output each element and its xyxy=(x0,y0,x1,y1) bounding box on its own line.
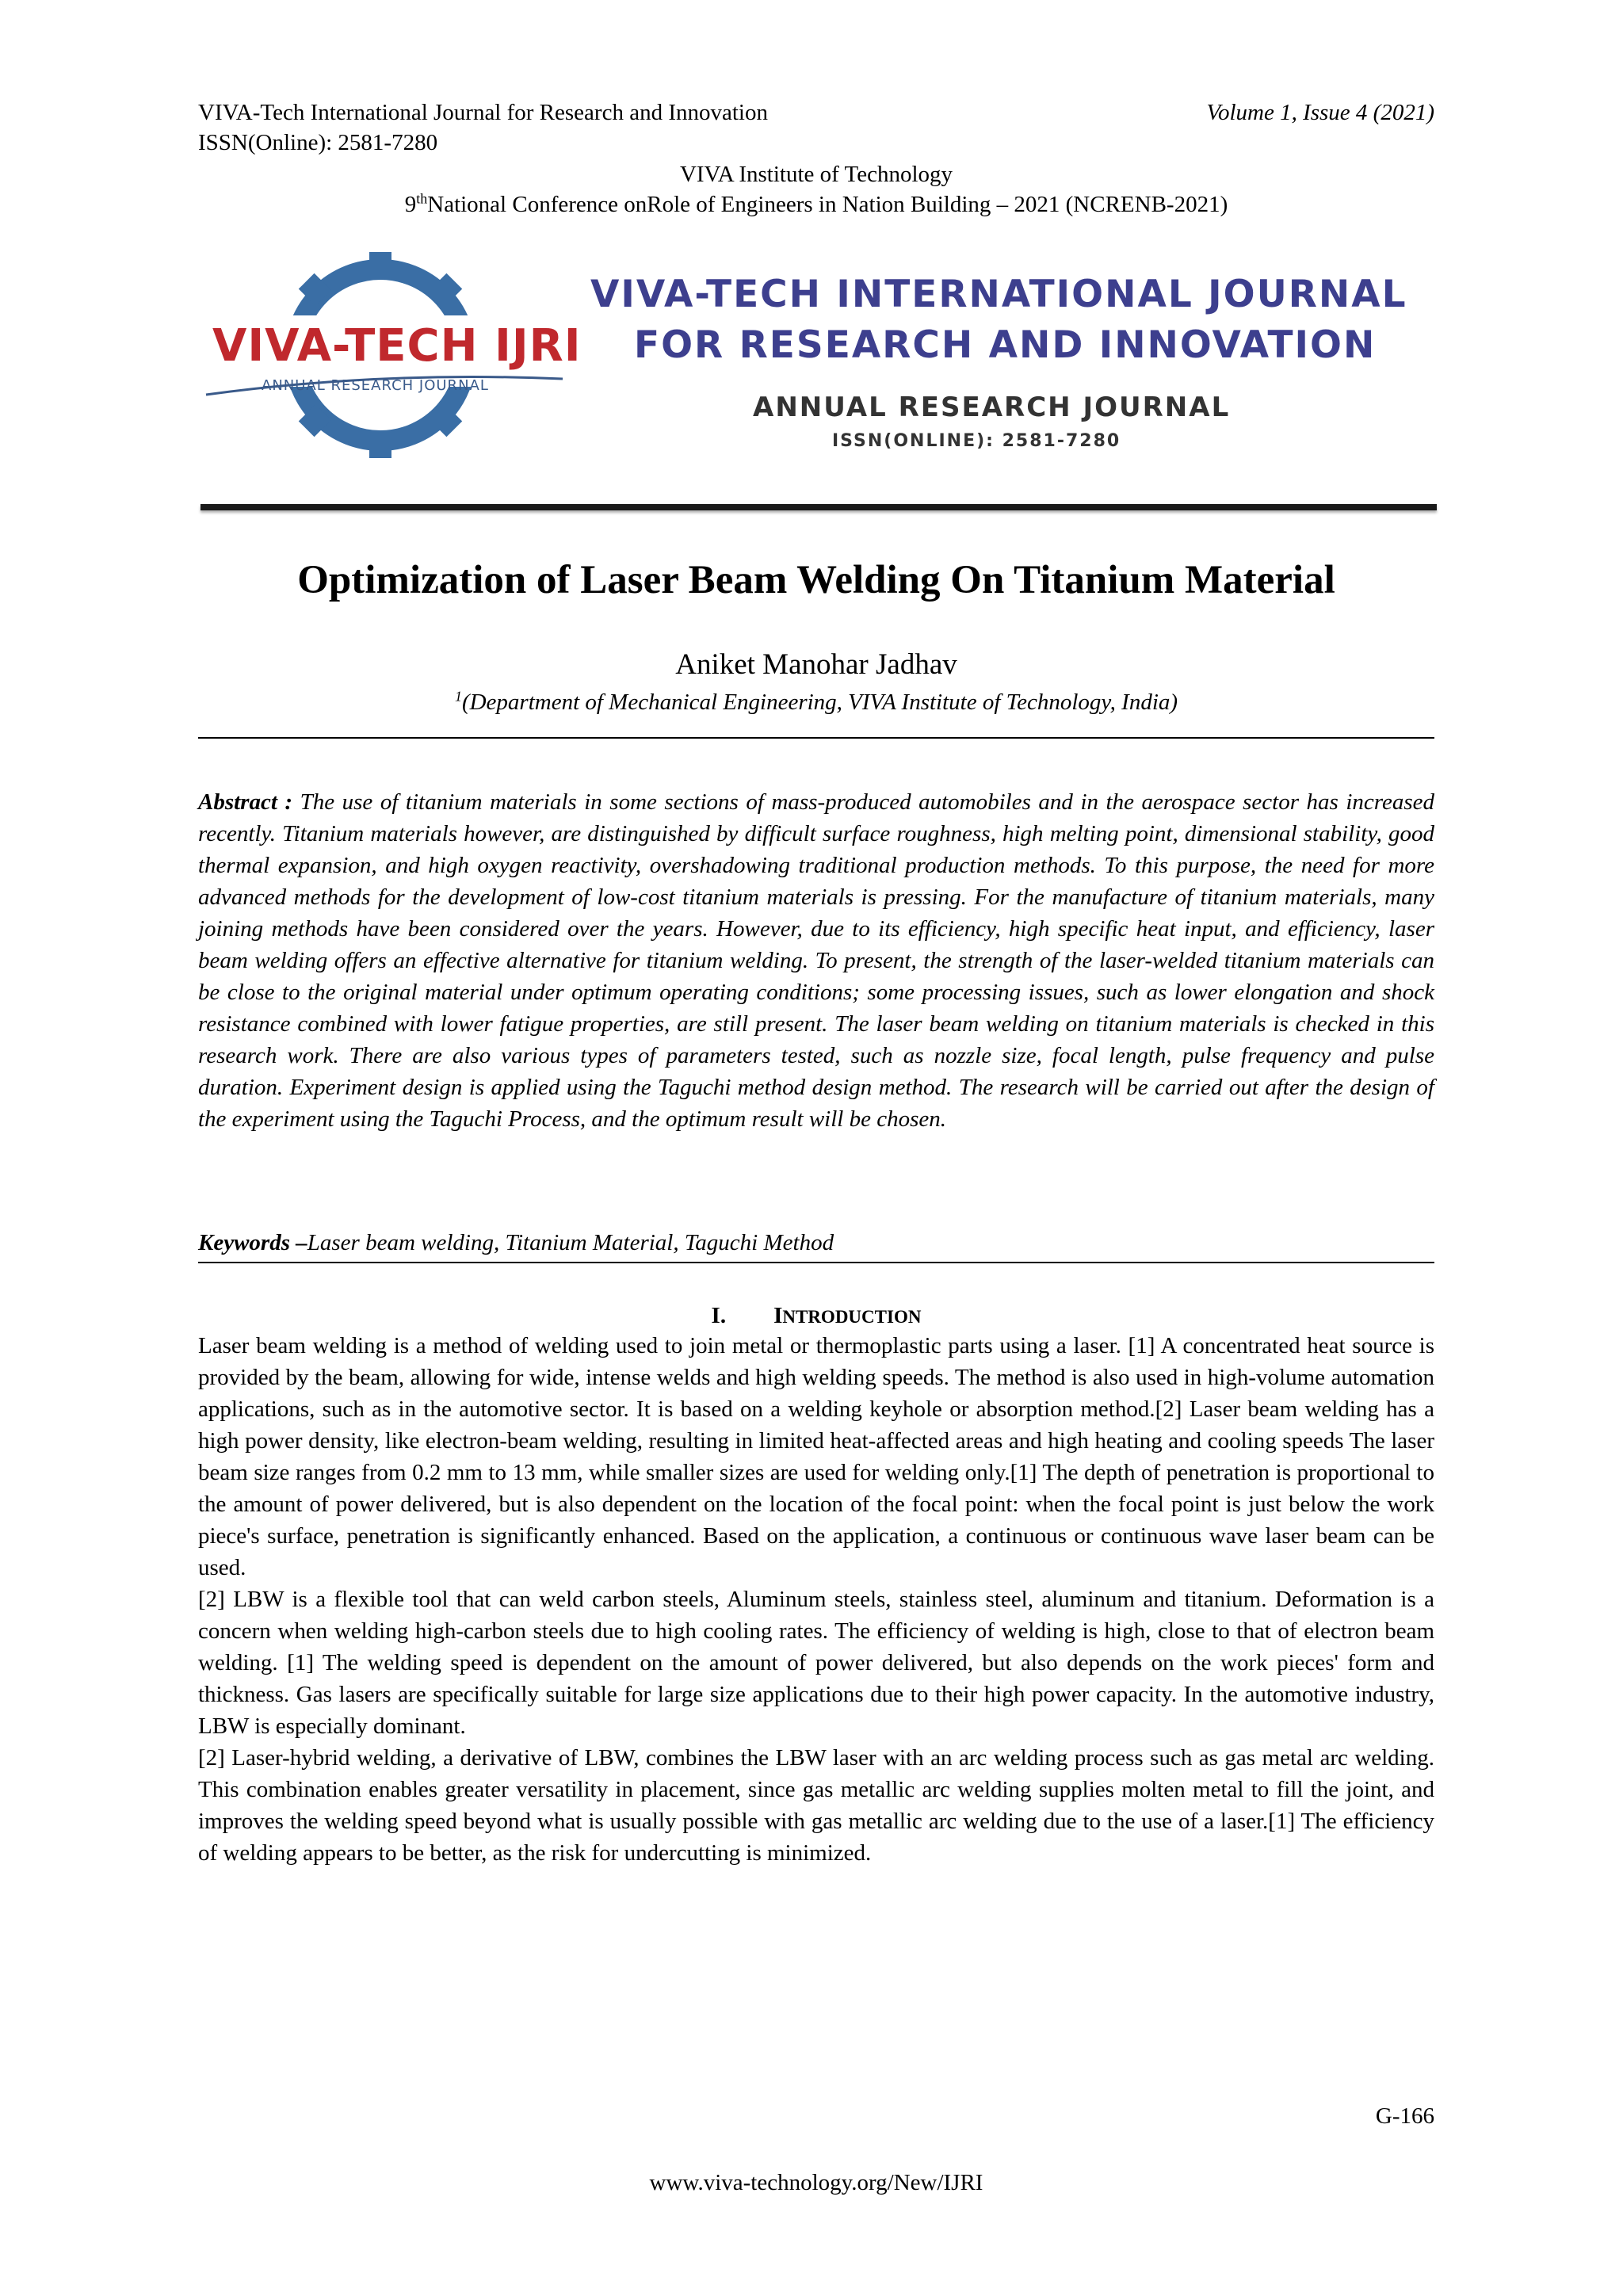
logo-text: VIVA-TECH IJRI xyxy=(212,320,582,372)
paragraph: [2] LBW is a flexible tool that can weld carbon steels, Aluminum steels, stainless steel, aluminum and titanium. Deformation is a concern when welding high-carbon steels due to high cooling rates. The efficiency of welding is high, close to that of electron beam welding. [1] The welding speed is dependent on the amount of power delivered, but also depends on the work pieces' form and thickness. Gas lasers are specifically suitable for large size applications due to their high power capacity. In the automotive industry, LBW is especially dominant. xyxy=(198,1587,1434,1739)
institute-name: VIVA Institute of Technology xyxy=(679,162,953,187)
keywords-text: Laser beam welding, Titanium Material, Taguchi Method xyxy=(307,1230,834,1255)
author-affiliation: $^1$(Department of Mechanical Engineering, VIVA Institute of Technology, India) xyxy=(454,688,1178,715)
abstract-label: Abstract : xyxy=(198,789,293,815)
journal-name: VIVA-Tech International Journal for Research and Innovation xyxy=(198,100,768,125)
paper-title: Optimization of Laser Beam Welding On Titanium Material xyxy=(297,558,1335,602)
paragraph: [2] Laser-hybrid welding, a derivative of LBW, combines the LBW laser with an arc welding process such as gas metal arc welding. This combination enables greater versatility in placement, since gas metallic arc welding supplies molten metal to fill the joint, and improves the welding speed beyond what is usually possible with gas metallic arc welding due to the use of a laser.[1] The efficiency of welding appears to be better, as the risk for undercutting is minimized. xyxy=(198,1745,1434,1866)
issn: ISSN(Online): 2581-7280 xyxy=(198,130,438,155)
journal-banner xyxy=(198,252,1434,458)
paragraph: Laser beam welding is a method of welding used to join metal or thermoplastic parts using a laser. [1] A concentrated heat source is provided by the beam, allowing for wide, intense welds and high welding speeds. The method is also used in high-volume automation applications, such as in the automotive sector. It is based on a welding keyhole or absorption method.[2] Laser beam welding has a high power density, like electron-beam welding, resulting in limited heat-affected areas and high heating and cooling speeds The laser beam size ranges from 0.2 mm to 13 mm, while smaller sizes are used for welding only.[1] The depth of penetration is proportional to the amount of power delivered, but is also dependent on the location of the focal point: when the focal point is just below the work piece's surface, penetration is significantly enhanced. Based on the application, a continuous or continuous wave laser beam can be used. xyxy=(198,1333,1434,1580)
section-heading-introduction: I. INTRODUCTION xyxy=(711,1303,922,1328)
abstract-text: The use of titanium materials in some sections of mass-produced automobiles and in the aerospace sector has increased recently. Titanium materials however, are distinguished by difficult surface roughness, high melting point, dimensional stability, good thermal expansion, and high oxygen reactivity, overshadowing traditional production methods. To this purpose, the need for more advanced methods for the development of low-cost titanium materials is pressing. For the manufacture of titanium materials, many joining methods have been considered over the years. However, due to its efficiency, high specific heat input, and efficiency, laser beam welding offers an effective alternative for titanium welding. To present, the strength of the laser-welded titanium materials can be close to the original material under optimum operating conditions; some processing issues, such as lower elongation and shock resistance combined with lower fatigue properties, are still present. The laser beam welding on titanium materials is checked in this research work. There are also various types of parameters tested, such as nozzle size, focal length, pulse frequency and pulse duration. Experiment design is applied using the Taguchi method design method. The research will be carried out after the design of the experiment using the Taguchi Process, and the optimum result will be chosen. xyxy=(198,789,1434,1132)
banner-divider xyxy=(200,504,1437,510)
banner-issn: ISSN(ONLINE): 2581-7280 xyxy=(832,431,1121,451)
footer-url: www.viva-technology.org/New/IJRI xyxy=(649,2170,983,2195)
header-divider xyxy=(198,737,1434,739)
introduction-body xyxy=(198,1330,1434,1869)
page-number: G-166 xyxy=(1375,2103,1434,2129)
banner-title-line1: VIVA-TECH INTERNATIONAL JOURNAL xyxy=(590,273,1407,316)
conference-name: 9thNational Conference onRole of Engineers in Nation Building – 2021 (NCRENB-2021) xyxy=(404,190,1228,217)
keywords-label: Keywords – xyxy=(198,1230,307,1255)
author-name: Aniket Manohar Jadhav xyxy=(675,648,957,681)
volume-issue: Volume 1, Issue 4 (2021) xyxy=(1206,100,1434,125)
keywords xyxy=(198,1227,1434,1259)
logo-subtitle: ANNUAL RESEARCH JOURNAL xyxy=(262,377,489,394)
keywords-divider xyxy=(198,1262,1434,1263)
banner-title-line2: FOR RESEARCH AND INNOVATION xyxy=(634,323,1377,367)
abstract xyxy=(198,786,1434,1135)
banner-annual: ANNUAL RESEARCH JOURNAL xyxy=(753,392,1231,423)
